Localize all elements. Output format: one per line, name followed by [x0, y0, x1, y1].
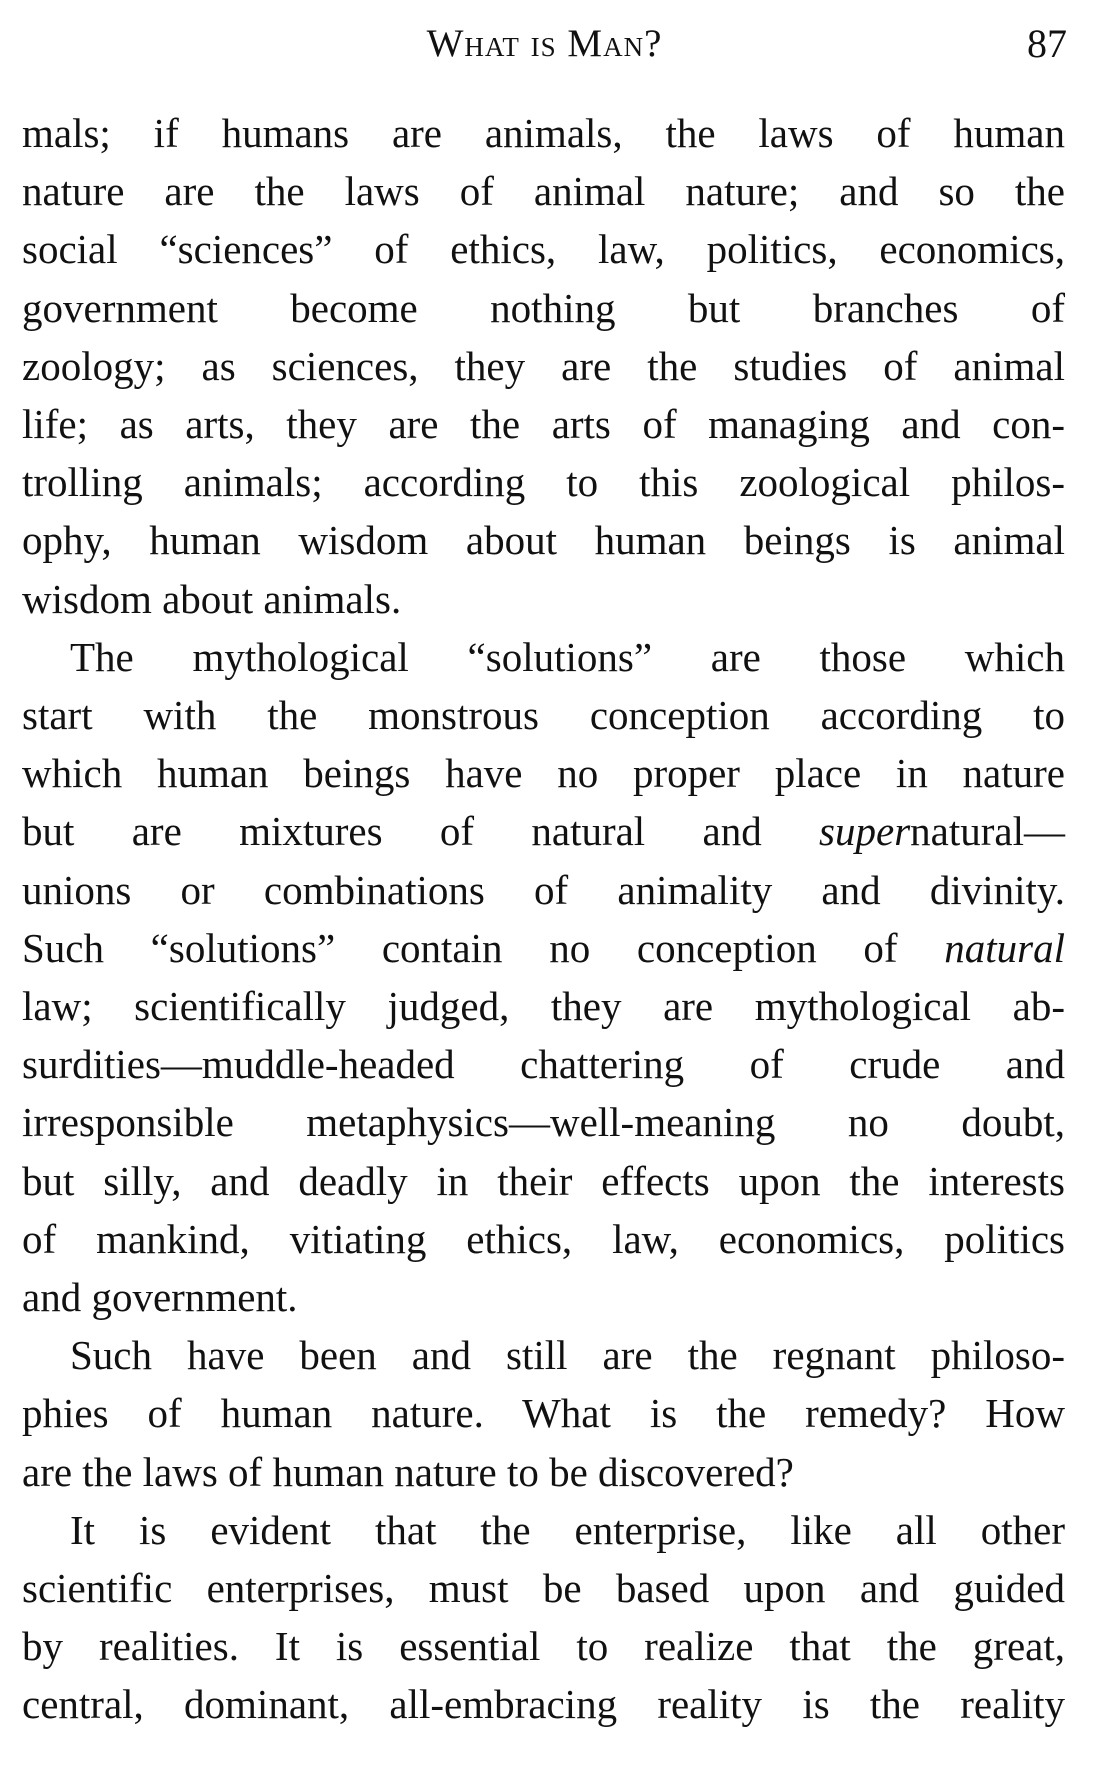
page-number: 87	[1027, 21, 1067, 66]
paragraph-1	[22, 104, 1065, 628]
body-text	[22, 104, 1065, 1734]
text-line: irresponsible metaphysics—well-meaning no doubt,	[22, 1099, 1065, 1146]
italic-emphasis: natural	[944, 924, 1065, 971]
text-line-with-italic	[22, 802, 1065, 860]
text-line: law; scientifically judged, they are mythological ab-	[22, 983, 1065, 1030]
running-title: What is Man?	[426, 22, 663, 65]
text-line: start with the monstrous conception according to	[22, 692, 1065, 739]
paragraph-2	[22, 628, 1065, 1326]
text-line: mals; if humans are animals, the laws of human	[22, 110, 1065, 156]
text-fragment: natural—	[910, 808, 1065, 855]
text-line: government become nothing but branches of	[22, 284, 1065, 331]
text-line: Such have been and still are the regnant philoso-	[70, 1332, 1065, 1379]
text-line: and government.	[22, 1274, 298, 1321]
text-line: wisdom about animals.	[22, 575, 402, 622]
text-line: The mythological “solutions” are those which	[70, 633, 1065, 680]
text-line: ophy, human wisdom about human beings is animal	[22, 517, 1065, 564]
paragraph-3	[22, 1326, 1065, 1501]
text-line: phies of human nature. What is the remedy? How	[22, 1390, 1065, 1437]
text-line: zoology; as sciences, they are the studies of animal	[22, 342, 1065, 389]
text-line: life; as arts, they are the arts of managing and con-	[22, 401, 1065, 448]
italic-emphasis: super	[819, 808, 911, 855]
text-line: surdities—muddle-headed chattering of crude and	[22, 1041, 1065, 1088]
text-line: by realities. It is essential to realize that the great,	[22, 1623, 1065, 1670]
text-line-with-italic	[22, 919, 1065, 977]
text-fragment: but are mixtures of natural and	[22, 808, 820, 855]
text-line: unions or combinations of animality and divinity.	[22, 866, 1065, 913]
text-line: scientific enterprises, must be based upon and guided	[22, 1565, 1065, 1612]
text-line: which human beings have no proper place in nature	[22, 750, 1065, 797]
running-head	[22, 14, 1067, 74]
text-line: are the laws of human nature to be discovered?	[22, 1448, 794, 1495]
text-line: nature are the laws of animal nature; and so the	[22, 168, 1065, 215]
text-line: social “sciences” of ethics, law, politics, economics,	[22, 226, 1065, 273]
text-line: but silly, and deadly in their effects upon the interests	[22, 1157, 1065, 1204]
text-line: central, dominant, all-embracing reality is the reality	[22, 1681, 1065, 1728]
paragraph-4	[22, 1501, 1065, 1734]
text-line: trolling animals; according to this zoological philos-	[22, 459, 1065, 506]
text-fragment: Such “solutions” contain no conception of	[22, 924, 945, 971]
text-line: of mankind, vitiating ethics, law, economics, politics	[22, 1215, 1065, 1262]
text-line: It is evident that the enterprise, like all other	[70, 1506, 1065, 1553]
